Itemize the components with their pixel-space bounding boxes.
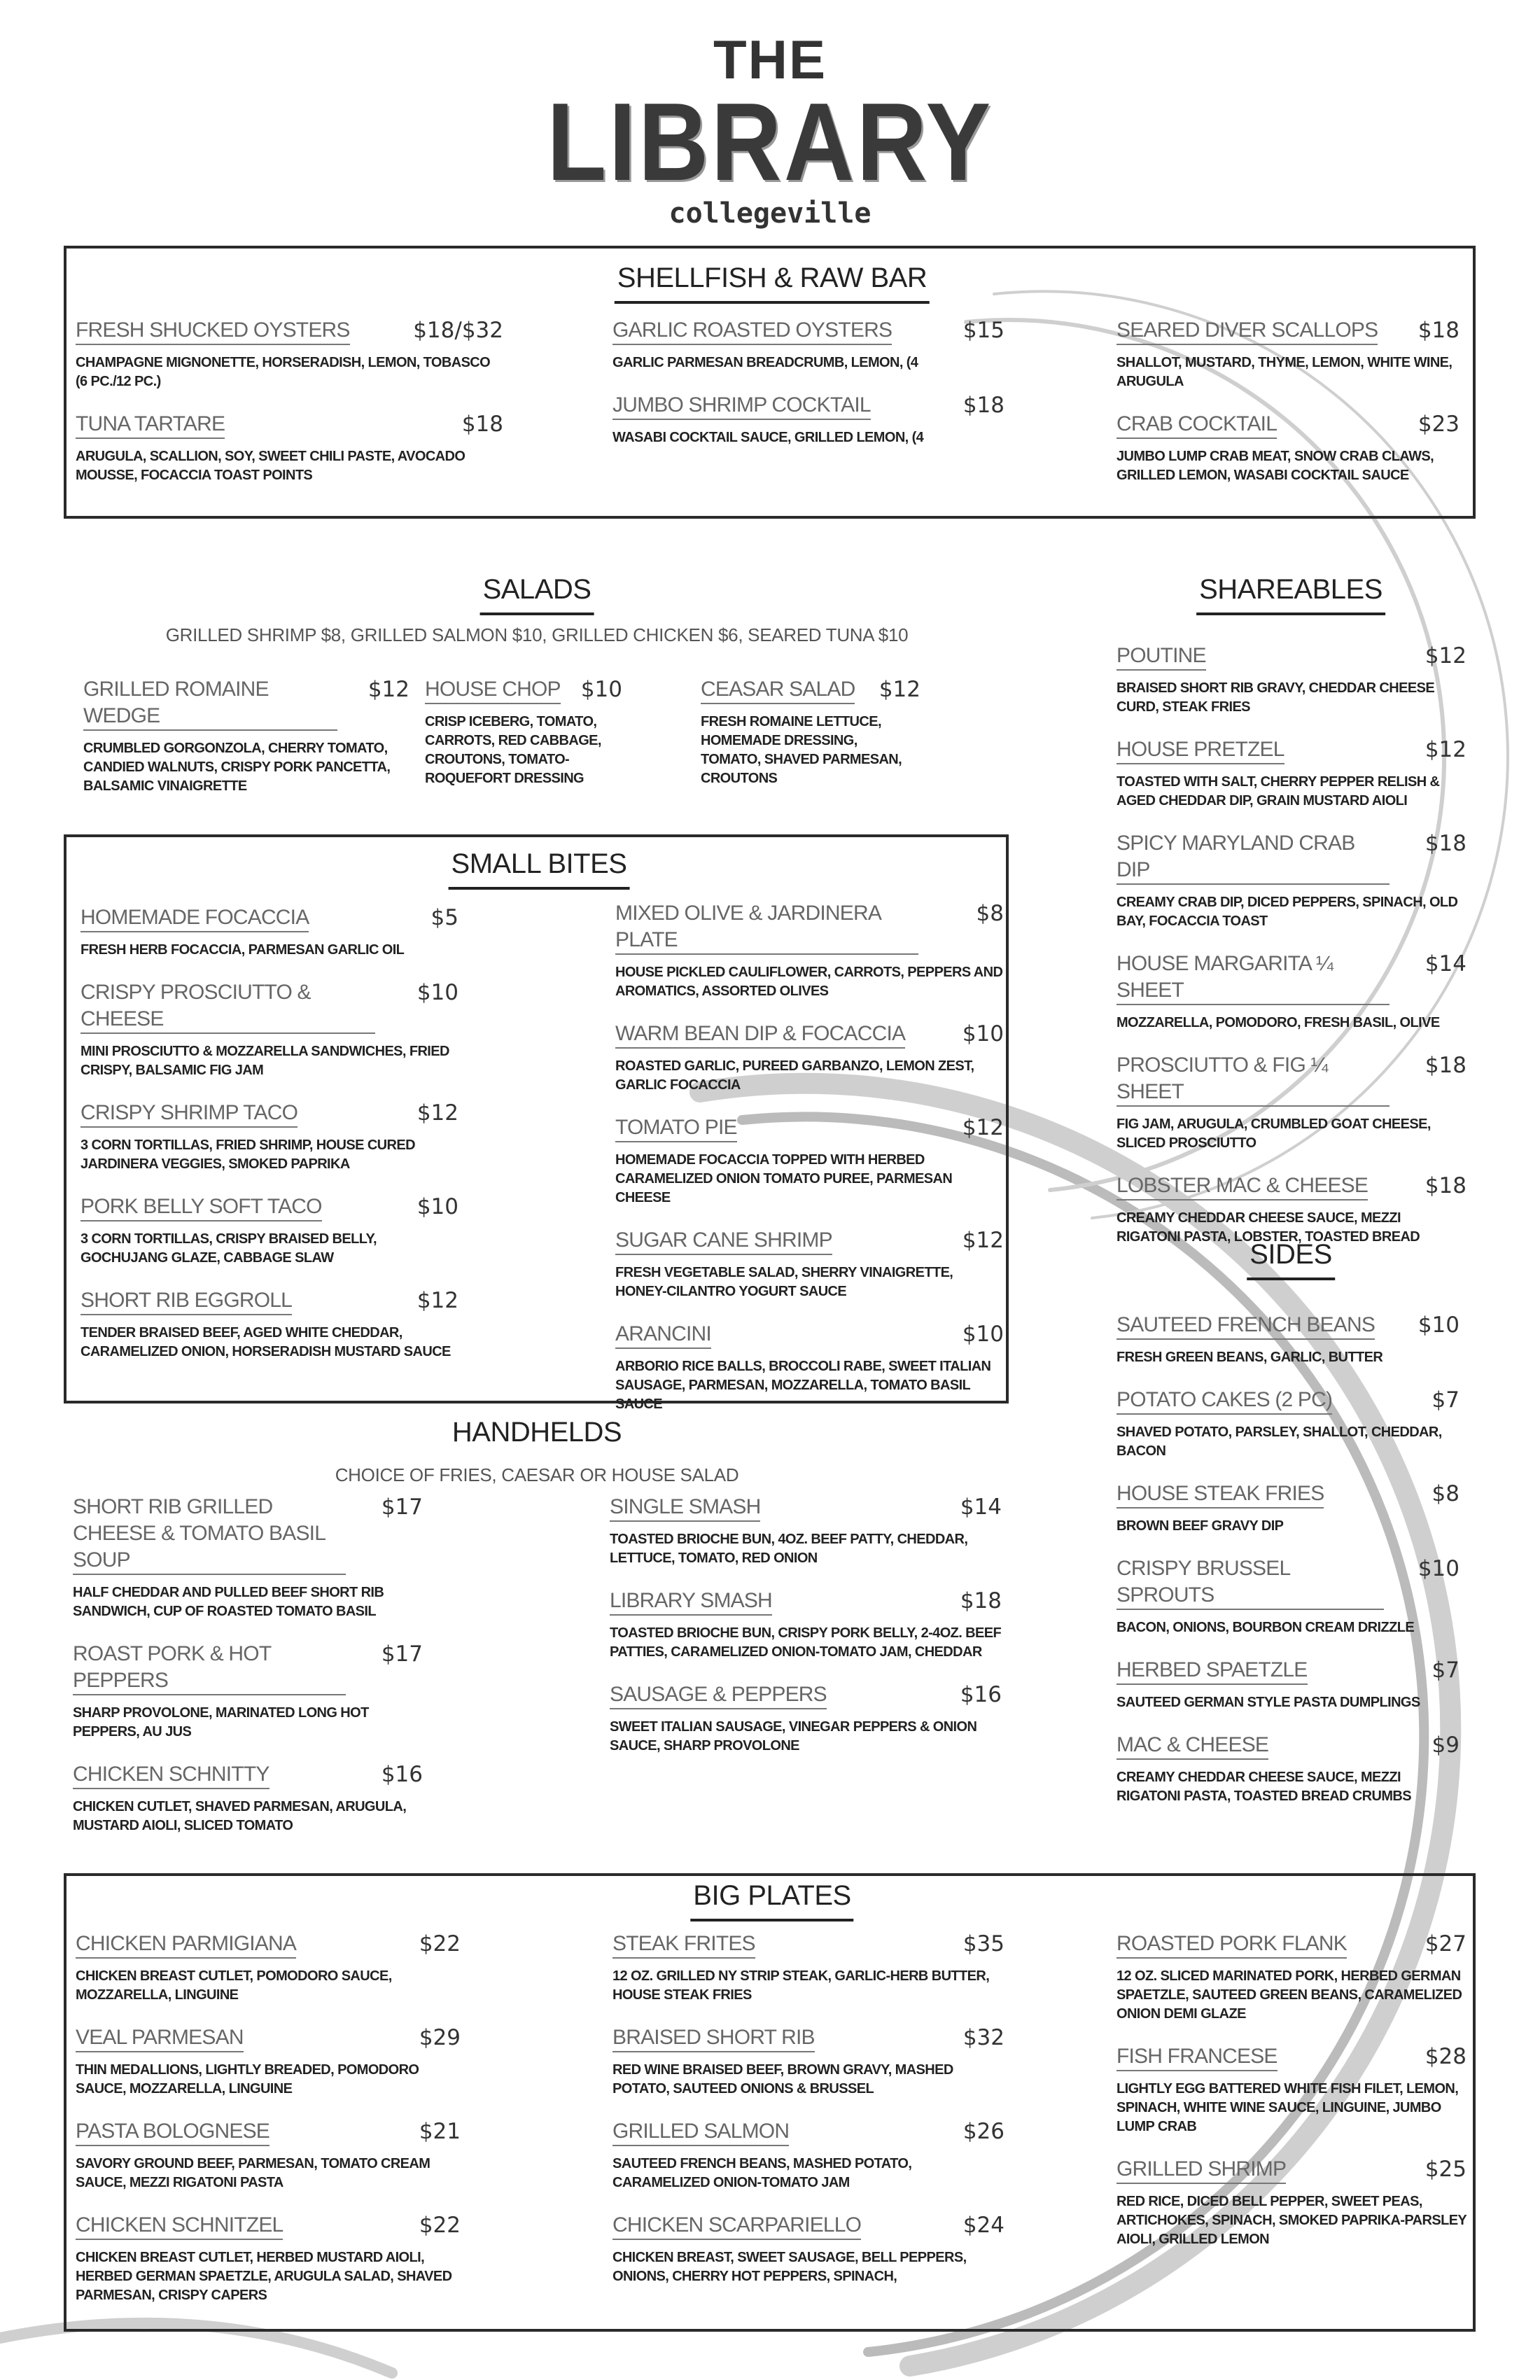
item-description: RED WINE BRAISED BEEF, BROWN GRAVY, MASHED POTATO, SAUTEED ONIONS & BRUSSEL <box>612 2062 953 2096</box>
shellfish-section <box>64 246 1476 519</box>
item-price: $29 <box>419 2025 461 2050</box>
menu-item <box>1116 1312 1460 1367</box>
logo-city: collegeville <box>668 197 872 230</box>
item-name: MAC & CHEESE <box>1116 1732 1268 1760</box>
menu-column <box>76 317 503 505</box>
menu-item <box>1116 1657 1460 1712</box>
menu-item <box>76 1931 461 2005</box>
item-name: HOUSE CHOP <box>425 676 561 704</box>
item-price: $10 <box>416 1194 458 1219</box>
item-name: WARM BEAN DIP & FOCACCIA <box>615 1021 905 1049</box>
item-description: SAUTEED GERMAN STYLE PASTA DUMPLINGS <box>1116 1695 1420 1710</box>
item-price: $12 <box>878 677 920 702</box>
menu-item <box>76 2024 461 2099</box>
item-name: CHICKEN SCHNITZEL <box>76 2212 283 2240</box>
item-name: SAUSAGE & PEPPERS <box>610 1681 827 1709</box>
menu-item <box>76 2118 461 2192</box>
item-price: $10 <box>1418 1556 1460 1581</box>
item-description: LIGHTLY EGG BATTERED WHITE FISH FILET, LEMON, SPINACH, WHITE WINE SAUCE, LINGUINE, JUMBO LUMP CRAB <box>1116 2081 1459 2134</box>
item-price: $18 <box>461 412 503 437</box>
menu-column <box>1116 317 1460 505</box>
item-description: TENDER BRAISED BEEF, AGED WHITE CHEDDAR, CARAMELIZED ONION, HORSERADISH MUSTARD SAUCE <box>80 1325 451 1359</box>
handhelds-subtitle: CHOICE OF FRIES, CAESAR OR HOUSE SALAD <box>335 1464 739 1485</box>
menu-item <box>1116 2156 1466 2249</box>
item-name: CEASAR SALAD <box>701 676 855 704</box>
item-name: VEAL PARMESAN <box>76 2024 244 2052</box>
item-description: WASABI COCKTAIL SAUCE, GRILLED LEMON, (4 <box>612 430 924 445</box>
item-description: SAVORY GROUND BEEF, PARMESAN, TOMATO CREAM SAUCE, MEZZI RIGATONI PASTA <box>76 2156 430 2190</box>
menu-item <box>83 676 410 796</box>
item-description: CRISP ICEBERG, TOMATO, CARROTS, RED CABBAGE, CROUTONS, TOMATO-ROQUEFORT DRESSING <box>425 714 601 786</box>
item-price: $7 <box>1432 1658 1460 1683</box>
menu-item <box>615 1114 1004 1208</box>
item-description: SHAVED POTATO, PARSLEY, SHALLOT, CHEDDAR, BACON <box>1116 1424 1442 1459</box>
item-description: RED RICE, DICED BELL PEPPER, SWEET PEAS, ARTICHOKES, SPINACH, SMOKED PAPRIKA-PARSLEY AIOLI, GRILLED LEMON <box>1116 2194 1466 2247</box>
item-price: $14 <box>960 1494 1002 1520</box>
item-price: $26 <box>962 2119 1004 2144</box>
item-description: BACON, ONIONS, BOURBON CREAM DRIZZLE <box>1116 1620 1415 1635</box>
menu-item <box>1116 1732 1460 1806</box>
item-name: SINGLE SMASH <box>610 1494 760 1522</box>
item-price: $35 <box>962 1931 1004 1956</box>
item-description: BROWN BEEF GRAVY DIP <box>1116 1518 1284 1534</box>
item-name: CRISPY BRUSSEL SPROUTS <box>1116 1555 1384 1610</box>
item-price: $16 <box>960 1682 1002 1707</box>
menu-item <box>1116 411 1460 485</box>
item-price: $10 <box>580 677 622 702</box>
menu-column <box>701 676 920 808</box>
item-description: TOASTED BRIOCHE BUN, 4OZ. BEEF PATTY, CHEDDAR, LETTUCE, TOMATO, RED ONION <box>610 1532 968 1566</box>
menu-column <box>612 317 1004 467</box>
item-price: $22 <box>419 1931 461 1956</box>
item-name: CHICKEN PARMIGIANA <box>76 1931 296 1959</box>
item-price: $12 <box>1424 643 1466 668</box>
item-price: $12 <box>1424 737 1466 762</box>
item-description: CREAMY CHEDDAR CHEESE SAUCE, MEZZI RIGATONI PASTA, LOBSTER, TOASTED BREAD <box>1116 1210 1420 1245</box>
item-name: SAUTEED FRENCH BEANS <box>1116 1312 1375 1340</box>
item-price: $32 <box>962 2025 1004 2050</box>
item-description: FIG JAM, ARUGULA, CRUMBLED GOAT CHEESE, SLICED PROSCIUTTO <box>1116 1116 1431 1151</box>
menu-item <box>1116 1052 1466 1153</box>
item-description: MINI PROSCIUTTO & MOZZARELLA SANDWICHES, FRIED CRISPY, BALSAMIC FIG JAM <box>80 1044 449 1078</box>
item-price: $18 <box>1424 1053 1466 1078</box>
menu-item <box>612 2212 1004 2286</box>
menu-item <box>1116 830 1466 931</box>
item-price: $18 <box>1424 831 1466 856</box>
item-name: ROASTED PORK FLANK <box>1116 1931 1347 1959</box>
item-description: ARUGULA, SCALLION, SOY, SWEET CHILI PASTE, AVOCADO MOUSSE, FOCACCIA TOAST POINTS <box>76 449 465 483</box>
item-name: HERBED SPAETZLE <box>1116 1657 1308 1685</box>
salads-subtitle: GRILLED SHRIMP $8, GRILLED SALMON $10, GRILLED CHICKEN $6, SEARED TUNA $10 <box>165 624 909 645</box>
item-description: HOMEMADE FOCACCIA TOPPED WITH HERBED CARAMELIZED ONION TOMATO PUREE, PARMESAN CHEESE <box>615 1152 953 1205</box>
item-description: FRESH VEGETABLE SALAD, SHERRY VINAIGRETTE, HONEY-CILANTRO YOGURT SAUCE <box>615 1265 953 1299</box>
item-name: CRISPY PROSCIUTTO & CHEESE <box>80 979 375 1034</box>
sides-title: SIDES <box>1247 1239 1335 1280</box>
section-heading <box>690 1880 853 1921</box>
item-name: LOBSTER MAC & CHEESE <box>1116 1172 1368 1200</box>
item-price: $10 <box>962 1021 1004 1046</box>
item-name: HOMEMADE FOCACCIA <box>80 904 309 932</box>
item-description: SHALLOT, MUSTARD, THYME, LEMON, WHITE WINE, ARUGULA <box>1116 355 1452 389</box>
item-price: $12 <box>962 1228 1004 1253</box>
item-price: $12 <box>368 677 410 702</box>
section-heading <box>449 848 630 890</box>
menu-column <box>610 1494 1002 1775</box>
shellfish-title: SHELLFISH & RAW BAR <box>615 262 930 304</box>
item-price: $16 <box>381 1762 423 1787</box>
item-description: 3 CORN TORTILLAS, CRISPY BRAISED BELLY, GOCHUJANG GLAZE, CABBAGE SLAW <box>80 1231 377 1266</box>
menu-column <box>73 1494 423 1855</box>
big-plates-title: BIG PLATES <box>690 1880 853 1921</box>
menu-item <box>1116 1387 1460 1461</box>
section-heading <box>480 574 594 615</box>
menu-column <box>615 900 1004 1434</box>
item-name: LIBRARY SMASH <box>610 1588 772 1616</box>
menu-item <box>612 392 1004 447</box>
menu-item <box>80 979 458 1080</box>
section-heading <box>1247 1239 1335 1280</box>
item-price: $18 <box>960 1588 1002 1614</box>
item-price: $5 <box>430 905 458 930</box>
menu-column <box>80 904 458 1381</box>
item-price: $18 <box>962 393 1004 418</box>
item-description: 12 OZ. GRILLED NY STRIP STEAK, GARLIC-HERB BUTTER, HOUSE STEAK FRIES <box>612 1968 990 2003</box>
item-price: $28 <box>1424 2044 1466 2069</box>
handhelds-title: HANDHELDS <box>451 1417 622 1448</box>
item-name: HOUSE MARGARITA ¼ SHEET <box>1116 951 1390 1005</box>
item-description: THIN MEDALLIONS, LIGHTLY BREADED, POMODORO SAUCE, MOZZARELLA, LINGUINE <box>76 2062 419 2096</box>
menu-item <box>73 1494 423 1621</box>
menu-item <box>610 1681 1002 1756</box>
menu-item <box>80 1287 458 1362</box>
section-heading <box>449 1417 624 1448</box>
item-name: BRAISED SHORT RIB <box>612 2024 815 2052</box>
item-name: FISH FRANCESE <box>1116 2043 1278 2071</box>
item-description: JUMBO LUMP CRAB MEAT, SNOW CRAB CLAWS, GRILLED LEMON, WASABI COCKTAIL SAUCE <box>1116 449 1434 483</box>
menu-item <box>612 2024 1004 2099</box>
menu-item <box>80 904 458 960</box>
shareables-title: SHAREABLES <box>1196 574 1385 615</box>
item-description: SHARP PROVOLONE, MARINATED LONG HOT PEPPERS, AU JUS <box>73 1705 369 1740</box>
menu-item <box>615 1321 1004 1414</box>
item-name: ROAST PORK & HOT PEPPERS <box>73 1641 346 1695</box>
item-description: CHAMPAGNE MIGNONETTE, HORSERADISH, LEMON, TOBASCO (6 PC./12 PC.) <box>76 355 491 389</box>
item-name: CHICKEN SCARPARIELLO <box>612 2212 861 2240</box>
item-name: POTATO CAKES (2 PC) <box>1116 1387 1332 1415</box>
item-price: $18/$32 <box>413 318 503 343</box>
item-price: $24 <box>962 2213 1004 2238</box>
item-price: $12 <box>962 1115 1004 1140</box>
item-name: CRISPY SHRIMP TACO <box>80 1100 298 1128</box>
item-description: HOUSE PICKLED CAULIFLOWER, CARROTS, PEPPERS AND AROMATICS, ASSORTED OLIVES <box>615 965 1003 999</box>
menu-item <box>1116 951 1466 1032</box>
menu-item <box>80 1194 458 1268</box>
item-price: $7 <box>1432 1387 1460 1413</box>
menu-column <box>1116 1931 1466 2269</box>
item-name: HOUSE PRETZEL <box>1116 736 1284 764</box>
menu-item <box>1116 736 1466 811</box>
small-bites-title: SMALL BITES <box>449 848 630 890</box>
item-name: FRESH SHUCKED OYSTERS <box>76 317 350 345</box>
item-name: JUMBO SHRIMP COCKTAIL <box>612 392 871 420</box>
item-name: SPICY MARYLAND CRAB DIP <box>1116 830 1390 885</box>
section-heading <box>1196 574 1385 615</box>
item-description: SAUTEED FRENCH BEANS, MASHED POTATO, CARAMELIZED ONION-TOMATO JAM <box>612 2156 912 2190</box>
item-price: $27 <box>1424 1931 1466 1956</box>
menu-item <box>1116 1172 1466 1247</box>
item-description: HALF CHEDDAR AND PULLED BEEF SHORT RIB SANDWICH, CUP OF ROASTED TOMATO BASIL <box>73 1585 384 1619</box>
menu-item <box>1116 2043 1466 2136</box>
menu-item <box>76 411 503 485</box>
big-plates-section <box>64 1873 1476 2332</box>
item-description: MOZZARELLA, POMODORO, FRESH BASIL, OLIVE <box>1116 1015 1440 1030</box>
menu-item <box>73 1761 423 1835</box>
item-name: PROSCIUTTO & FIG ¼ SHEET <box>1116 1052 1390 1107</box>
item-price: $8 <box>976 901 1004 926</box>
item-name: PASTA BOLOGNESE <box>76 2118 270 2146</box>
section-heading <box>615 262 930 304</box>
menu-item <box>615 1021 1004 1095</box>
item-description: GARLIC PARMESAN BREADCRUMB, LEMON, (4 <box>612 355 918 370</box>
menu-item <box>610 1588 1002 1662</box>
item-name: HOUSE STEAK FRIES <box>1116 1480 1324 1508</box>
menu-item <box>615 900 1004 1001</box>
item-description: TOASTED WITH SALT, CHERRY PEPPER RELISH & AGED CHEDDAR DIP, GRAIN MUSTARD AIOLI <box>1116 774 1440 808</box>
item-name: CHICKEN SCHNITTY <box>73 1761 270 1789</box>
item-name: GRILLED SHRIMP <box>1116 2156 1286 2184</box>
menu-item <box>1116 643 1466 717</box>
menu-column <box>83 676 410 816</box>
item-name: TUNA TARTARE <box>76 411 225 439</box>
item-description: 3 CORN TORTILLAS, FRIED SHRIMP, HOUSE CURED JARDINERA VEGGIES, SMOKED PAPRIKA <box>80 1138 415 1172</box>
item-description: CRUMBLED GORGONZOLA, CHERRY TOMATO, CANDIED WALNUTS, CRISPY PORK PANCETTA, BALSAMIC VINAIGRETTE <box>83 741 391 794</box>
item-description: SWEET ITALIAN SAUSAGE, VINEGAR PEPPERS & ONION SAUCE, SHARP PROVOLONE <box>610 1719 977 1754</box>
menu-item <box>425 676 622 788</box>
item-description: CREAMY CRAB DIP, DICED PEPPERS, SPINACH, OLD BAY, FOCACCIA TOAST <box>1116 895 1458 929</box>
item-price: $15 <box>962 318 1004 343</box>
item-name: POUTINE <box>1116 643 1206 671</box>
menu-item <box>612 1931 1004 2005</box>
item-name: SHORT RIB GRILLED CHEESE & TOMATO BASIL SOUP <box>73 1494 346 1575</box>
item-price: $9 <box>1432 1732 1460 1758</box>
item-description: 12 OZ. SLICED MARINATED PORK, HERBED GERMAN SPAETZLE, SAUTEED GREEN BEANS, CARAMELIZED ONION DEMI GLAZE <box>1116 1968 1462 2022</box>
item-name: SEARED DIVER SCALLOPS <box>1116 317 1378 345</box>
item-price: $10 <box>1418 1312 1460 1338</box>
menu-item <box>73 1641 423 1742</box>
item-name: STEAK FRITES <box>612 1931 755 1959</box>
menu-item <box>76 317 503 391</box>
menu-item <box>701 676 920 788</box>
menu-item <box>1116 1931 1466 2024</box>
item-price: $12 <box>416 1288 458 1313</box>
menu-item <box>1116 1555 1460 1637</box>
menu-item <box>615 1227 1004 1301</box>
menu-column <box>612 1931 1004 2306</box>
small-bites-section <box>64 834 1009 1412</box>
item-description: FRESH ROMAINE LETTUCE, HOMEMADE DRESSING, TOMATO, SHAVED PARMESAN, CROUTONS <box>701 714 902 786</box>
item-description: TOASTED BRIOCHE BUN, CRISPY PORK BELLY, 2-4OZ. BEEF PATTIES, CARAMELIZED ONION-TOMATO JAM, CHEDDAR <box>610 1625 1002 1660</box>
menu-item <box>80 1100 458 1174</box>
item-price: $18 <box>1424 1173 1466 1198</box>
item-price: $21 <box>419 2119 461 2144</box>
item-name: MIXED OLIVE & JARDINERA PLATE <box>615 900 918 955</box>
item-price: $8 <box>1432 1481 1460 1506</box>
item-description: ROASTED GARLIC, PUREED GARBANZO, LEMON ZEST, GARLIC FOCACCIA <box>615 1058 974 1093</box>
item-name: SUGAR CANE SHRIMP <box>615 1227 832 1255</box>
item-price: $17 <box>381 1494 423 1520</box>
item-name: SHORT RIB EGGROLL <box>80 1287 292 1315</box>
menu-item <box>612 2118 1004 2192</box>
item-description: CHICKEN BREAST, SWEET SAUSAGE, BELL PEPPERS, ONIONS, CHERRY HOT PEPPERS, SPINACH, <box>612 2250 967 2284</box>
menu-column <box>1116 1312 1460 1826</box>
item-price: $10 <box>416 980 458 1005</box>
item-description: CREAMY CHEDDAR CHEESE SAUCE, MEZZI RIGATONI PASTA, TOASTED BREAD CRUMBS <box>1116 1770 1412 1804</box>
item-price: $14 <box>1424 951 1466 976</box>
logo-the: THE <box>713 29 827 90</box>
item-description: CHICKEN BREAST CUTLET, POMODORO SAUCE, MOZZARELLA, LINGUINE <box>76 1968 392 2003</box>
item-name: GRILLED SALMON <box>612 2118 789 2146</box>
salads-title: SALADS <box>480 574 594 615</box>
item-name: ARANCINI <box>615 1321 711 1349</box>
item-description: FRESH GREEN BEANS, GARLIC, BUTTER <box>1116 1350 1383 1365</box>
menu-column <box>425 676 622 808</box>
item-price: $23 <box>1418 412 1460 437</box>
item-name: GARLIC ROASTED OYSTERS <box>612 317 892 345</box>
item-price: $22 <box>419 2213 461 2238</box>
logo-name: LIBRARY <box>547 80 993 204</box>
menu-column <box>76 1931 461 2325</box>
menu-item <box>76 2212 461 2305</box>
menu-column <box>1116 643 1466 1266</box>
item-price: $12 <box>416 1100 458 1126</box>
menu-item <box>612 317 1004 372</box>
item-description: ARBORIO RICE BALLS, BROCCOLI RABE, SWEET ITALIAN SAUSAGE, PARMESAN, MOZZARELLA, TOMATO BASIL SAUCE <box>615 1359 991 1412</box>
item-description: CHICKEN CUTLET, SHAVED PARMESAN, ARUGULA, MUSTARD AIOLI, SLICED TOMATO <box>73 1799 407 1833</box>
item-description: FRESH HERB FOCACCIA, PARMESAN GARLIC OIL <box>80 942 405 958</box>
item-price: $25 <box>1424 2157 1466 2182</box>
item-name: GRILLED ROMAINE WEDGE <box>83 676 337 731</box>
item-price: $10 <box>962 1322 1004 1347</box>
item-name: PORK BELLY SOFT TACO <box>80 1194 322 1222</box>
item-name: TOMATO PIE <box>615 1114 737 1142</box>
menu-item <box>1116 1480 1460 1536</box>
item-name: CRAB COCKTAIL <box>1116 411 1277 439</box>
item-price: $17 <box>381 1642 423 1667</box>
item-description: CHICKEN BREAST CUTLET, HERBED MUSTARD AIOLI, HERBED GERMAN SPAETZLE, ARUGULA SALAD, SHAVED PARMESAN, CRISPY CAPERS <box>76 2250 452 2303</box>
menu-item <box>1116 317 1460 391</box>
item-price: $18 <box>1418 318 1460 343</box>
menu-item <box>610 1494 1002 1568</box>
item-description: BRAISED SHORT RIB GRAVY, CHEDDAR CHEESE CURD, STEAK FRIES <box>1116 680 1435 715</box>
